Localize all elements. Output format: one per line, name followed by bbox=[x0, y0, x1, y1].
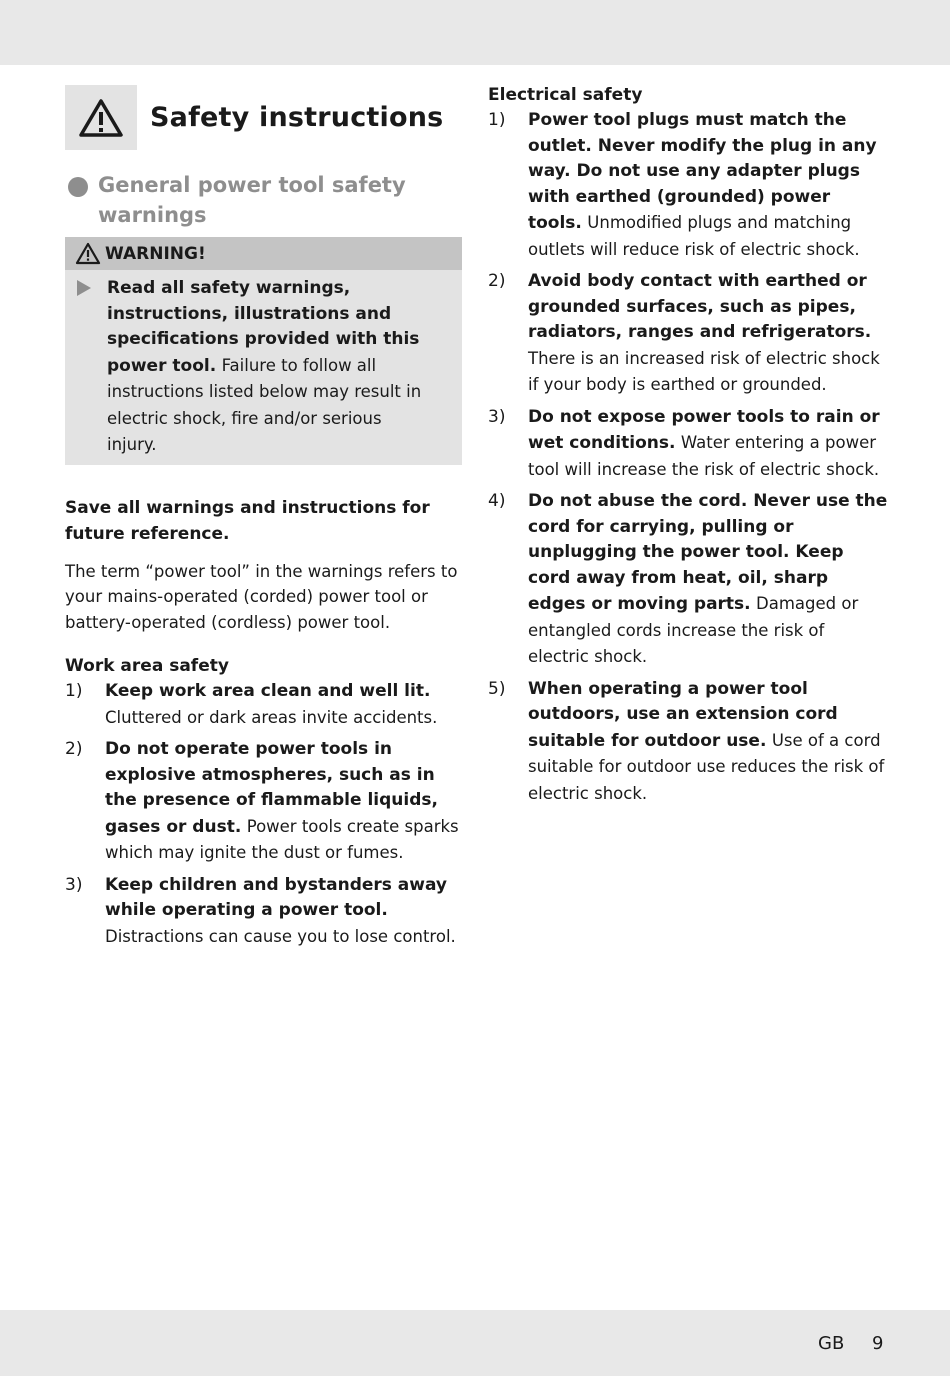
item-text bbox=[105, 679, 462, 731]
item-bold: Keep children and bystanders away while operating a power tool. bbox=[105, 874, 448, 920]
item-bold: Do not expose power tools to rain or wet conditions. bbox=[528, 406, 880, 453]
warning-box bbox=[65, 237, 462, 465]
item-text bbox=[105, 737, 462, 867]
top-band bbox=[0, 0, 950, 65]
item-normal: Power tools create sparks which may ignite the dust or fumes. bbox=[105, 816, 459, 862]
item-number: 2) bbox=[488, 271, 506, 291]
footer-language: GB bbox=[818, 1333, 845, 1354]
item-bold: Do not operate power tools in explosive atmospheres, such as in the presence of flammable liquids, gases or dust. bbox=[105, 739, 438, 837]
bullet-dot-icon bbox=[68, 177, 88, 197]
work-area-title: Work area safety bbox=[65, 656, 229, 676]
item-normal: Unmodified plugs and matching outlets will reduce risk of electric shock. bbox=[528, 213, 860, 259]
item-number: 3) bbox=[65, 874, 83, 895]
warning-bold: Read all safety warnings, instructions, illustrations and specifications provided with this power tool. bbox=[107, 278, 420, 376]
item-bold: Avoid body contact with earthed or grounded surfaces, such as pipes, radiators, ranges and refrigerators. bbox=[528, 271, 872, 342]
subheading-text: General power tool safety warnings bbox=[98, 173, 406, 227]
item-number: 2) bbox=[65, 739, 83, 759]
item-number: 5) bbox=[488, 678, 506, 699]
item-text bbox=[528, 489, 888, 671]
warning-text bbox=[107, 276, 427, 459]
right-column bbox=[488, 82, 888, 813]
page-title: Safety instructions bbox=[150, 102, 444, 133]
item-number: 3) bbox=[488, 406, 506, 427]
arrow-right-icon bbox=[77, 280, 91, 296]
page-number: 9 bbox=[872, 1333, 884, 1354]
subheading bbox=[65, 170, 462, 230]
list-item bbox=[488, 405, 888, 484]
electrical-safety-title: Electrical safety bbox=[488, 85, 643, 105]
item-bold: Power tool plugs must match the outlet. Never modify the plug in any way. Do not use any adapter plugs with earthed (grounded) power tools. bbox=[528, 110, 877, 233]
item-normal: Damaged or entangled cords increase the risk of electric shock. bbox=[528, 594, 859, 666]
list-item bbox=[488, 489, 888, 671]
term-note: The term “power tool” in the warnings refers to your mains-operated (corded) power tool or battery-operated (cordless) power tool. bbox=[65, 561, 458, 632]
item-normal: Use of a cord suitable for outdoor use reduces the risk of electric shock. bbox=[528, 730, 885, 803]
item-text bbox=[528, 677, 888, 808]
item-bold: Keep work area clean and well lit. bbox=[105, 681, 431, 701]
item-number: 1) bbox=[488, 110, 506, 130]
list-item bbox=[488, 108, 888, 263]
item-text bbox=[105, 873, 462, 951]
item-normal: Distractions can cause you to lose control. bbox=[105, 926, 456, 946]
footer-band bbox=[0, 1310, 950, 1376]
list-item bbox=[488, 677, 888, 808]
left-column bbox=[65, 85, 462, 956]
warning-normal: Failure to follow all instructions listed below may result in electric shock, fire and/or serious injury. bbox=[107, 355, 422, 454]
list-item bbox=[65, 873, 462, 951]
list-item bbox=[488, 269, 888, 399]
item-normal: Water entering a power tool will increase the risk of electric shock. bbox=[528, 433, 880, 479]
item-normal: There is an increased risk of electric shock if your body is earthed or grounded. bbox=[528, 348, 880, 394]
save-note: Save all warnings and instructions for future reference. bbox=[65, 497, 430, 544]
item-bold: When operating a power tool outdoors, use an extension cord suitable for outdoor use. bbox=[528, 678, 838, 751]
warning-header bbox=[65, 237, 462, 270]
item-number: 1) bbox=[65, 681, 83, 701]
item-text bbox=[528, 405, 888, 484]
item-normal: Cluttered or dark areas invite accidents. bbox=[105, 707, 438, 727]
item-bold: Do not abuse the cord. Never use the cord for carrying, pulling or unplugging the power tool. Keep cord away from heat, oil, sharp edges or moving parts. bbox=[528, 491, 888, 614]
title-row bbox=[65, 85, 462, 150]
item-text bbox=[528, 269, 888, 399]
warning-label: WARNING! bbox=[105, 243, 206, 264]
warning-body bbox=[65, 270, 462, 465]
warning-triangle-icon bbox=[75, 242, 101, 265]
item-text bbox=[528, 108, 888, 263]
warning-triangle-icon bbox=[65, 85, 137, 150]
list-item bbox=[65, 737, 462, 867]
list-item bbox=[65, 679, 462, 731]
item-number: 4) bbox=[488, 491, 506, 511]
